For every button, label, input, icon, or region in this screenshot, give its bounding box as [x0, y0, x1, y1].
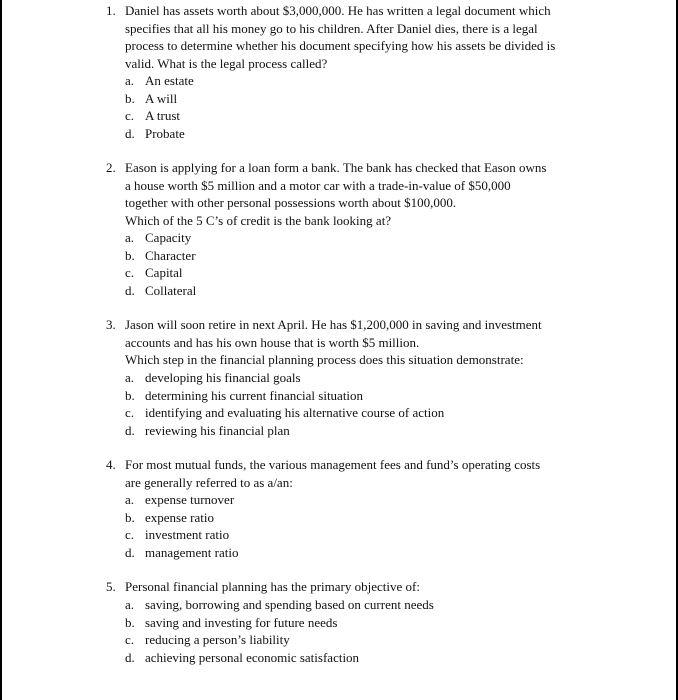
answer-option-a[interactable] — [125, 596, 565, 614]
option-text: Capacity — [145, 230, 192, 245]
option-letter: c. — [125, 527, 135, 543]
question-text — [125, 159, 585, 229]
question-text — [125, 2, 585, 72]
option-letter: d. — [125, 125, 135, 141]
option-letter: d. — [125, 422, 135, 438]
answer-option-a[interactable] — [125, 72, 565, 90]
answer-option-b[interactable] — [125, 509, 565, 527]
option-text: developing his financial goals — [145, 370, 301, 385]
answer-option-c[interactable] — [125, 631, 565, 649]
answer-option-a[interactable] — [125, 229, 565, 247]
option-letter: b. — [125, 247, 135, 263]
question-line: Which of the 5 C’s of credit is the bank looking at? — [125, 212, 392, 228]
answer-option-d[interactable] — [125, 544, 565, 562]
answer-options — [125, 229, 565, 299]
question-number: 4. — [106, 457, 116, 472]
question-text — [125, 578, 585, 596]
answer-option-b[interactable] — [125, 387, 565, 405]
option-text: reviewing his financial plan — [145, 422, 290, 438]
question-text — [125, 316, 585, 369]
option-letter: b. — [125, 614, 135, 630]
option-text: An estate — [145, 73, 194, 88]
question-line: Eason is applying for a loan form a bank. The bank has checked that Eason owns — [125, 160, 547, 175]
answer-options — [125, 491, 565, 561]
question-number: 5. — [106, 579, 116, 594]
answer-option-c[interactable] — [125, 107, 565, 125]
question-line: Jason will soon retire in next April. He has $1,200,000 in saving and investment — [125, 317, 542, 332]
question-line: Which step in the financial planning process does this situation demonstrate: — [125, 352, 524, 368]
option-text: identifying and evaluating his alternative course of action — [145, 405, 445, 421]
option-letter: a. — [125, 230, 135, 245]
page-border-left — [0, 0, 2, 700]
answer-options — [125, 369, 565, 439]
option-text: management ratio — [145, 544, 239, 560]
option-letter: d. — [125, 649, 135, 665]
answer-option-a[interactable] — [125, 369, 565, 387]
question-line: specifies that all his money go to his children. After Daniel dies, there is a legal — [125, 20, 538, 36]
question-number: 3. — [106, 317, 116, 332]
answer-option-b[interactable] — [125, 90, 565, 108]
question-line: For most mutual funds, the various management fees and fund’s operating costs — [125, 457, 541, 472]
answer-option-c[interactable] — [125, 526, 565, 544]
question-number: 2. — [106, 160, 116, 175]
option-letter: d. — [125, 544, 135, 560]
question-line: accounts and has his own house that is worth $5 million. — [125, 334, 420, 350]
option-text: saving and investing for future needs — [145, 614, 338, 630]
answer-option-b[interactable] — [125, 614, 565, 632]
option-text: Capital — [145, 265, 183, 281]
option-text: Character — [145, 247, 196, 263]
option-text: determining his current financial situation — [145, 387, 364, 403]
option-letter: d. — [125, 282, 135, 298]
question-line: process to determine whether his document specifying how his assets be divided is — [125, 38, 556, 54]
question-line: Personal financial planning has the primary objective of: — [125, 579, 420, 594]
option-letter: b. — [125, 90, 135, 106]
question-line: Daniel has assets worth about $3,000,000. He has written a legal document which — [125, 3, 551, 18]
option-text: expense ratio — [145, 509, 214, 525]
question-line: are generally referred to as a/an: — [125, 474, 293, 490]
answer-option-d[interactable] — [125, 125, 565, 143]
option-letter: a. — [125, 73, 135, 88]
option-letter: c. — [125, 108, 135, 124]
option-letter: b. — [125, 387, 135, 403]
option-text: achieving personal economic satisfaction — [145, 649, 360, 665]
answer-option-c[interactable] — [125, 264, 565, 282]
answer-option-d[interactable] — [125, 282, 565, 300]
answer-options — [125, 596, 565, 666]
option-letter: b. — [125, 509, 135, 525]
question-text — [125, 456, 585, 491]
answer-option-b[interactable] — [125, 247, 565, 265]
option-text: expense turnover — [145, 492, 235, 507]
answer-option-a[interactable] — [125, 491, 565, 509]
answer-option-d[interactable] — [125, 649, 565, 667]
option-text: Probate — [145, 125, 185, 141]
question-number: 1. — [106, 3, 116, 18]
question-line: valid. What is the legal process called? — [125, 55, 328, 71]
option-letter: c. — [125, 632, 135, 648]
option-letter: c. — [125, 405, 135, 421]
option-text: saving, borrowing and spending based on current needs — [145, 597, 434, 612]
question-line: a house worth $5 million and a motor car with a trade-in-value of $50,000 — [125, 177, 511, 193]
answer-option-c[interactable] — [125, 404, 565, 422]
option-text: reducing a person’s liability — [145, 632, 290, 648]
answer-option-d[interactable] — [125, 422, 565, 440]
option-text: A trust — [145, 108, 181, 124]
option-letter: c. — [125, 265, 135, 281]
option-text: Collateral — [145, 282, 197, 298]
option-letter: a. — [125, 492, 135, 507]
answer-options — [125, 72, 565, 142]
option-letter: a. — [125, 597, 135, 612]
question-line: together with other personal possessions worth about $100,000. — [125, 195, 457, 211]
option-text: investment ratio — [145, 527, 230, 543]
option-text: A will — [145, 90, 178, 106]
option-letter: a. — [125, 370, 135, 385]
